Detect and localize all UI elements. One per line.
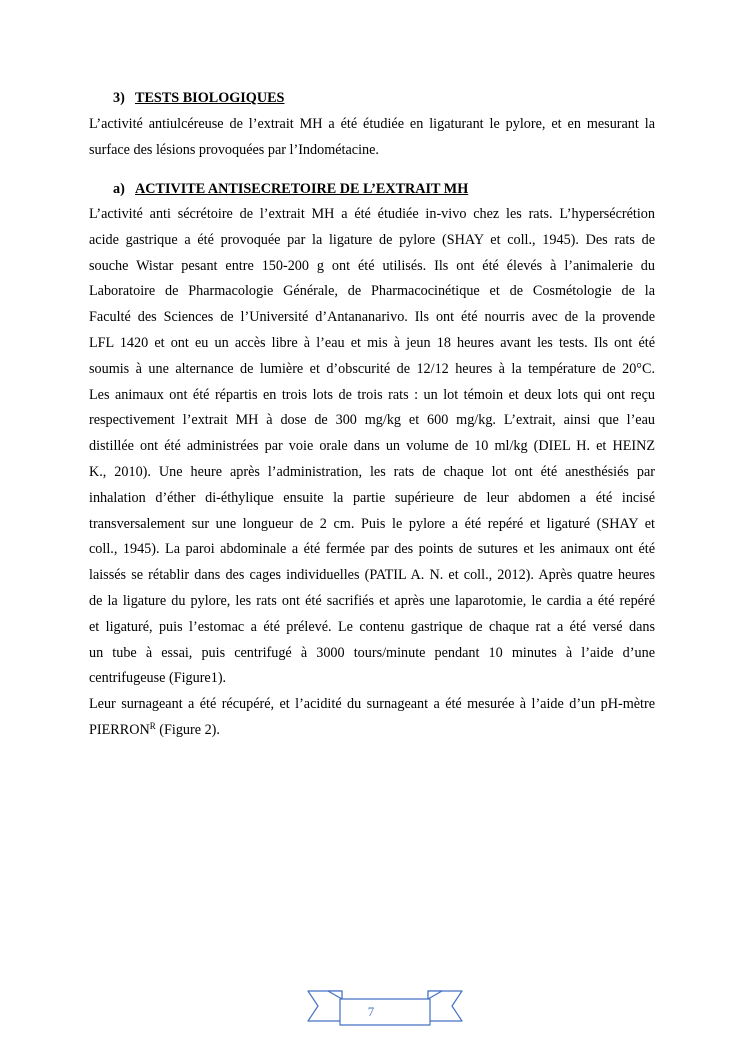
text-line: Faculté des Sciences de l’Université d’Antananarivo. Ils ont été nourris avec de la provende	[89, 309, 655, 326]
text-line: distillée ont été administrées par voie orale dans un volume de 10 ml/kg (DIEL H. et HEINZ	[89, 438, 655, 455]
figure-reference: (Figure 2).	[155, 721, 220, 738]
closing-paragraph	[89, 692, 655, 744]
text-line: LFL 1420 et ont eu un accès libre à l’eau et mis à jeun 18 heures avant les tests. Ils ont été	[89, 334, 655, 351]
instrument-name: PIERRON	[89, 721, 150, 738]
text-line: de la ligature du pylore, les rats ont été sacrifiés et après une laparotomie, le cardia a été repéré	[89, 592, 655, 609]
text-line: soumis à une alternance de lumière et d’obscurité de 12/12 heures à la température de 20°C.	[89, 360, 655, 377]
text-line	[89, 718, 655, 744]
text-line: K., 2010). Une heure après l’administration, les rats de chaque lot ont été anesthésiés par	[89, 463, 655, 480]
text-line: un tube à essai, puis centrifugé à 3000 tours/minute pendant 10 minutes à l’aide d’une	[89, 644, 655, 661]
subsection-title: ACTIVITE ANTISECRETOIRE DE L’EXTRAIT MH	[135, 181, 469, 197]
text-line: surface des lésions provoquées par l’Indométacine.	[89, 141, 379, 158]
text-line: souche Wistar pesant entre 150-200 g ont été utilisés. Ils ont été élevés à l’animalerie du	[89, 257, 655, 274]
text-line: centrifugeuse (Figure1).	[89, 670, 227, 687]
text-line: et ligaturé, puis l’estomac a été prélevé. Le contenu gastrique de chaque rat a été versé dans	[89, 618, 655, 635]
text-line: acide gastrique a été provoquée par la ligature de pylore (SHAY et coll., 1945). Des rats de	[89, 231, 655, 248]
text-line: Les animaux ont été répartis en trois lots de trois rats : un lot témoin et deux lots qui ont reçu	[89, 386, 655, 403]
registered-superscript: R	[149, 720, 156, 731]
section-title: TESTS BIOLOGIQUES	[135, 90, 285, 106]
page-number: 7	[367, 1004, 375, 1019]
subsection-heading-activite-antisecretoire	[113, 180, 468, 198]
section-number: 3)	[113, 90, 125, 106]
text-line: Leur surnageant a été récupéré, et l’acidité du surnageant a été mesurée à l’aide d’un pH-mètre	[89, 696, 655, 712]
text-line: Laboratoire de Pharmacologie Générale, de Pharmacocinétique et de Cosmétologie de la	[89, 283, 655, 300]
text-line: inhalation d’éther di-éthylique ensuite la partie supérieure de leur abdomen a été incisé	[89, 489, 655, 506]
text-line: laissés se rétablir dans des cages individuelles (PATIL A. N. et coll., 2012). Après quatre heures	[89, 567, 655, 584]
text-line: respectivement l’extrait MH à dose de 300 mg/kg et 600 mg/kg. L’extrait, ainsi que l’eau	[89, 412, 655, 429]
text-line: coll., 1945). La paroi abdominale a été fermée par des points de sutures et les animaux ont été	[89, 541, 655, 558]
text-line: L’activité anti sécrétoire de l’extrait MH a été étudiée in-vivo chez les rats. L’hypersécrétion	[89, 206, 655, 222]
subsection-number: a)	[113, 181, 125, 197]
body-paragraph	[89, 202, 655, 692]
text-line: transversalement sur une longueur de 2 cm. Puis le pylore a été repéré et ligaturé (SHAY et	[89, 515, 655, 532]
intro-paragraph	[89, 112, 655, 164]
section-heading-tests-biologiques	[113, 89, 284, 107]
text-line: L’activité antiulcéreuse de l’extrait MH a été étudiée en ligaturant le pylore, et en mesurant la	[89, 116, 655, 132]
